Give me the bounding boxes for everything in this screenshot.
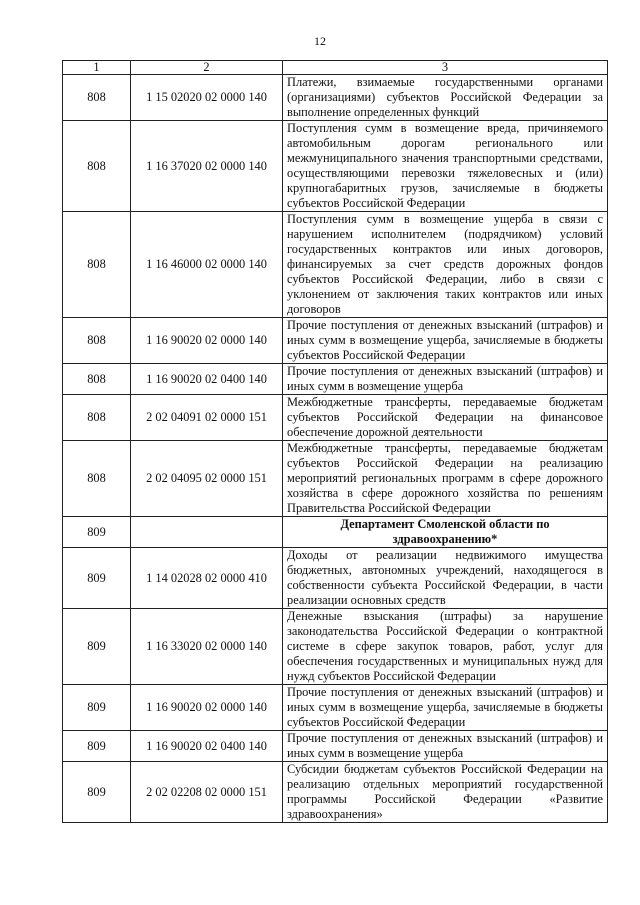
revenue-code-cell: 1 16 37020 02 0000 140 bbox=[131, 121, 283, 212]
revenue-code-cell: 1 16 90020 02 0400 140 bbox=[131, 731, 283, 762]
description-cell: Доходы от реализации недвижимого имущества бюджетных, автономных учреждений, находящегося в собственности субъекта Российской Федерации, в части реализации основных средств bbox=[283, 548, 608, 609]
revenue-code-cell: 1 15 02020 02 0000 140 bbox=[131, 75, 283, 121]
description-cell: Платежи, взимаемые государственными органами (организациями) субъектов Российской Федерации за выполнение определенных функций bbox=[283, 75, 608, 121]
revenue-codes-table bbox=[62, 60, 608, 823]
description-cell: Департамент Смоленской области по здравоохранению* bbox=[283, 517, 608, 548]
table-row bbox=[63, 212, 608, 318]
table-row bbox=[63, 364, 608, 395]
table-row bbox=[63, 685, 608, 731]
admin-code-cell: 808 bbox=[63, 441, 131, 517]
table-row bbox=[63, 395, 608, 441]
table-row bbox=[63, 75, 608, 121]
table-row bbox=[63, 609, 608, 685]
description-cell: Денежные взыскания (штрафы) за нарушение законодательства Российской Федерации о контрактной системе в сфере закупок товаров, работ, услуг для обеспечения государственных и муниципальных нужд для нужд субъектов Российской Федерации bbox=[283, 609, 608, 685]
admin-code-cell: 809 bbox=[63, 762, 131, 823]
table-header-row bbox=[63, 61, 608, 75]
admin-code-cell: 808 bbox=[63, 121, 131, 212]
revenue-code-cell: 1 16 90020 02 0400 140 bbox=[131, 364, 283, 395]
revenue-code-cell bbox=[131, 517, 283, 548]
admin-code-cell: 809 bbox=[63, 685, 131, 731]
revenue-code-cell: 1 16 33020 02 0000 140 bbox=[131, 609, 283, 685]
description-cell: Прочие поступления от денежных взысканий (штрафов) и иных сумм в возмещение ущерба, зачисляемые в бюджеты субъектов Российской Федерации bbox=[283, 685, 608, 731]
revenue-code-cell: 1 16 90020 02 0000 140 bbox=[131, 685, 283, 731]
description-cell: Поступления сумм в возмещение вреда, причиняемого автомобильным дорогам регионального или межмуниципального значения транспортными средствами, осуществляющими перевозки тяжеловесных и (или) крупногабаритных грузов, зачисляемые в бюджеты субъектов Российской Федерации bbox=[283, 121, 608, 212]
table-row bbox=[63, 731, 608, 762]
description-cell: Прочие поступления от денежных взысканий (штрафов) и иных сумм в возмещение ущерба, зачисляемые в бюджеты субъектов Российской Федерации bbox=[283, 318, 608, 364]
table-row bbox=[63, 318, 608, 364]
table-row bbox=[63, 121, 608, 212]
admin-code-cell: 808 bbox=[63, 75, 131, 121]
revenue-code-cell: 1 16 90020 02 0000 140 bbox=[131, 318, 283, 364]
admin-code-cell: 809 bbox=[63, 731, 131, 762]
column-header-3: 3 bbox=[283, 61, 608, 75]
admin-code-cell: 808 bbox=[63, 212, 131, 318]
admin-code-cell: 809 bbox=[63, 548, 131, 609]
revenue-code-cell: 2 02 04095 02 0000 151 bbox=[131, 441, 283, 517]
description-cell: Межбюджетные трансферты, передаваемые бюджетам субъектов Российской Федерации на финансовое обеспечение дорожной деятельности bbox=[283, 395, 608, 441]
description-cell: Субсидии бюджетам субъектов Российской Федерации на реализацию отдельных мероприятий государственной программы Российской Федерации «Развитие здравоохранения» bbox=[283, 762, 608, 823]
description-cell: Поступления сумм в возмещение ущерба в связи с нарушением исполнителем (подрядчиком) условий государственных контрактов или иных договоров, финансируемых за счет средств дорожных фондов субъектов Российской Федерации, либо в связи с уклонением от заключения таких контрактов или иных договоров bbox=[283, 212, 608, 318]
admin-code-cell: 808 bbox=[63, 395, 131, 441]
table-row bbox=[63, 548, 608, 609]
description-cell: Прочие поступления от денежных взысканий (штрафов) и иных сумм в возмещение ущерба bbox=[283, 731, 608, 762]
admin-code-cell: 809 bbox=[63, 609, 131, 685]
description-cell: Межбюджетные трансферты, передаваемые бюджетам субъектов Российской Федерации на реализацию мероприятий региональных программ в сфере дорожного хозяйства в сфере дорожного хозяйства по решениям Правительства Российской Федерации bbox=[283, 441, 608, 517]
column-header-1: 1 bbox=[63, 61, 131, 75]
admin-code-cell: 809 bbox=[63, 517, 131, 548]
department-row bbox=[63, 517, 608, 548]
table-row bbox=[63, 762, 608, 823]
table-row bbox=[63, 441, 608, 517]
admin-code-cell: 808 bbox=[63, 364, 131, 395]
revenue-code-cell: 1 14 02028 02 0000 410 bbox=[131, 548, 283, 609]
revenue-code-cell: 2 02 04091 02 0000 151 bbox=[131, 395, 283, 441]
admin-code-cell: 808 bbox=[63, 318, 131, 364]
description-cell: Прочие поступления от денежных взысканий (штрафов) и иных сумм в возмещение ущерба bbox=[283, 364, 608, 395]
revenue-code-cell: 1 16 46000 02 0000 140 bbox=[131, 212, 283, 318]
page-number: 12 bbox=[314, 34, 326, 48]
column-header-2: 2 bbox=[131, 61, 283, 75]
revenue-code-cell: 2 02 02208 02 0000 151 bbox=[131, 762, 283, 823]
